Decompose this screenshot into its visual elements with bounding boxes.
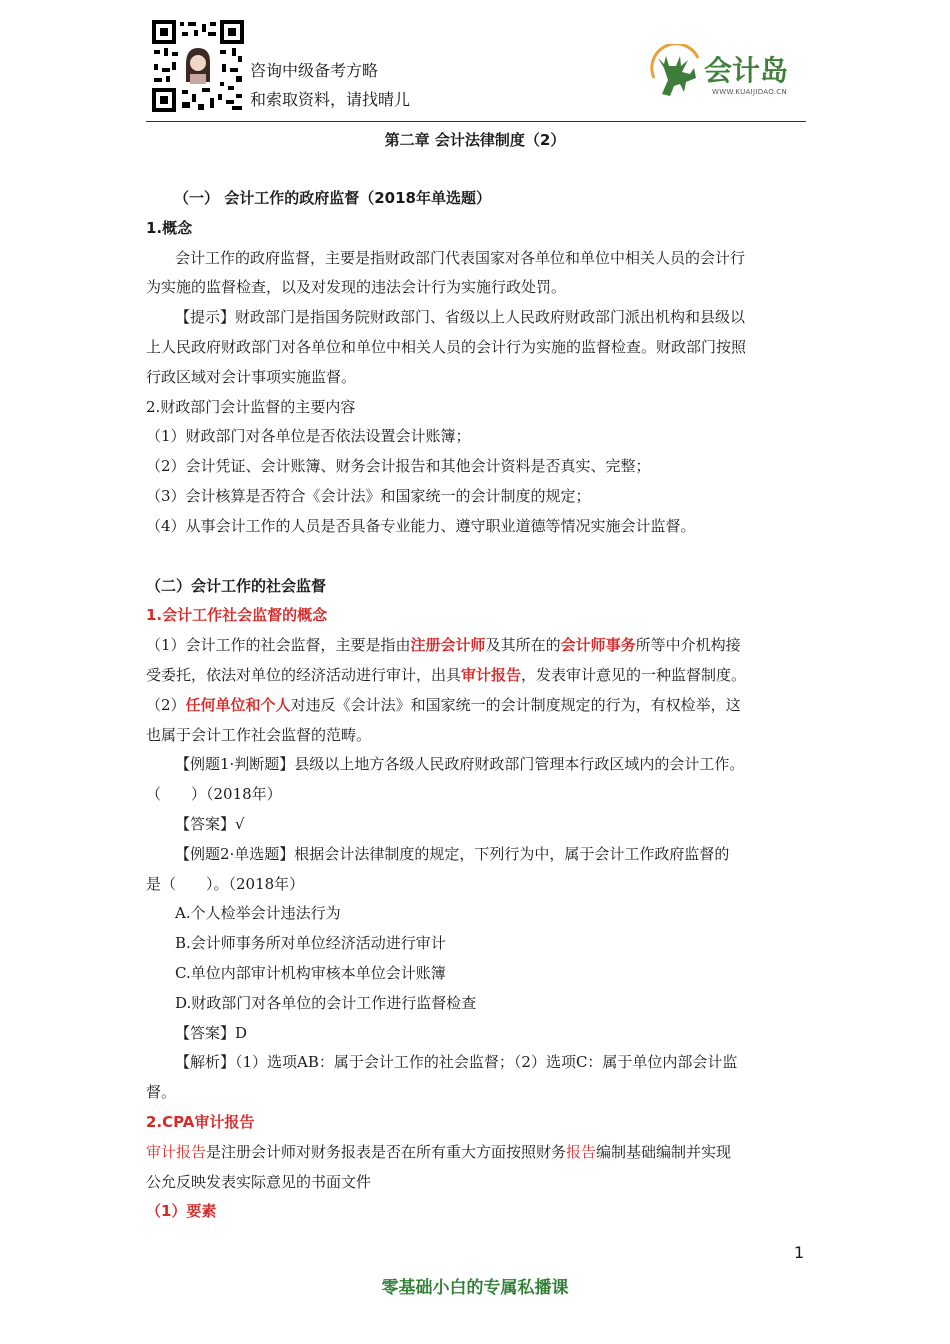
example2-line2: 是（ ）。（2018年） bbox=[146, 874, 305, 893]
tip-line1: 【提示】财政部门是指国务院财政部门、省级以上人民政府财政部门派出机构和县级以 bbox=[175, 308, 746, 327]
example2-answer: 【答案】D bbox=[175, 1023, 248, 1042]
tip-line2: 上人民政府财政部门对各单位和单位中相关人员的会计行为实施的监督检查。财政部门按照 bbox=[146, 337, 747, 356]
example2-explanation-line1: 【解析】（1）选项AB：属于会计工作的社会监督；（2）选项C：属于单位内部会计监 bbox=[175, 1053, 738, 1072]
kuaijidao-logo bbox=[648, 44, 798, 106]
logo-url: WWW.KUAIJIDAO.CN bbox=[712, 88, 788, 96]
option-a: A.个人检举会计违法行为 bbox=[175, 904, 341, 923]
example1-line2: （ ）（2018年） bbox=[146, 785, 282, 804]
example2-line1: 【例题2·单选题】根据会计法律制度的规定，下列行为中，属于会计工作政府监督的 bbox=[175, 844, 730, 863]
example2-explanation-line2: 督。 bbox=[146, 1083, 177, 1102]
social-para1-line1: （1）会计工作的社会监督，主要是指由注册会计师及其所在的会计师事务所等中介机构接 bbox=[146, 636, 741, 655]
social-para1-line2: 受委托，依法对单位的经济活动进行审计，出具审计报告，发表审计意见的一种监督制度。 bbox=[146, 665, 747, 684]
example1-answer: 【答案】√ bbox=[175, 814, 245, 833]
section2-heading: （二）会计工作的社会监督 bbox=[146, 576, 327, 595]
option-b: B.会计师事务所对单位经济活动进行审计 bbox=[175, 934, 446, 953]
list-item: （3）会计核算是否符合《会计法》和国家统一的会计制度的规定； bbox=[146, 486, 591, 505]
section2-sub1: 1.会计工作社会监督的概念 bbox=[146, 606, 328, 625]
example1-line1: 【例题1·判断题】县级以上地方各级人民政府财政部门管理本行政区域内的会计工作。 bbox=[175, 755, 745, 774]
page-number: 1 bbox=[794, 1243, 805, 1262]
header-divider bbox=[146, 121, 806, 122]
document-body bbox=[146, 184, 808, 1227]
audit-report-def-line1: 审计报告是注册会计师对财务报表是否在所有重大方面按照财务报告编制基础编制并实现 bbox=[146, 1142, 732, 1161]
section1-sub1: 1.概念 bbox=[146, 218, 193, 237]
footer-slogan: 零基础小白的专属私播课 bbox=[381, 1278, 569, 1298]
list-item: （2）会计凭证、会计账簿、财务会计报告和其他会计资料是否真实、完整； bbox=[146, 457, 651, 476]
social-para2-line2: 也属于会计工作社会监督的范畴。 bbox=[146, 725, 372, 744]
option-d: D.财政部门对各单位的会计工作进行监督检查 bbox=[175, 993, 477, 1012]
chapter-title: 第二章 会计法律制度（2） bbox=[384, 131, 566, 149]
audit-report-def-line2: 公允反映发表实际意见的书面文件 bbox=[146, 1172, 372, 1191]
section2-sub3: （1）要素 bbox=[146, 1202, 217, 1221]
list-item: （1）财政部门对各单位是否依法设置会计账簿； bbox=[146, 427, 471, 446]
social-para2-line1: （2）任何单位和个人对违反《会计法》和国家统一的会计制度规定的行为，有权检举，这 bbox=[146, 695, 741, 714]
section1-sub2: 2.财政部门会计监督的主要内容 bbox=[146, 397, 356, 416]
logo-wordmark: 会计岛 bbox=[704, 54, 789, 87]
contact-line-2: 和索取资料，请找晴儿 bbox=[250, 90, 411, 109]
section2-sub2: 2.CPA审计报告 bbox=[146, 1112, 255, 1131]
list-item: （4）从事会计工作的人员是否具备专业能力、遵守职业道德等情况实施会计监督。 bbox=[146, 516, 696, 535]
option-c: C.单位内部审计机构审核本单位会计账簿 bbox=[175, 963, 446, 982]
para1-line1: 会计工作的政府监督，主要是指财政部门代表国家对各单位和单位中相关人员的会计行 bbox=[175, 248, 746, 267]
contact-line-1: 咨询中级备考方略 bbox=[250, 61, 379, 80]
section1-heading: （一） 会计工作的政府监督（2018年单选题） bbox=[174, 189, 491, 207]
qr-code bbox=[152, 20, 244, 112]
tip-line3: 行政区域对会计事项实施监督。 bbox=[146, 367, 357, 386]
para1-line2: 为实施的监督检查，以及对发现的违法会计行为实施行政处罚。 bbox=[146, 278, 567, 297]
